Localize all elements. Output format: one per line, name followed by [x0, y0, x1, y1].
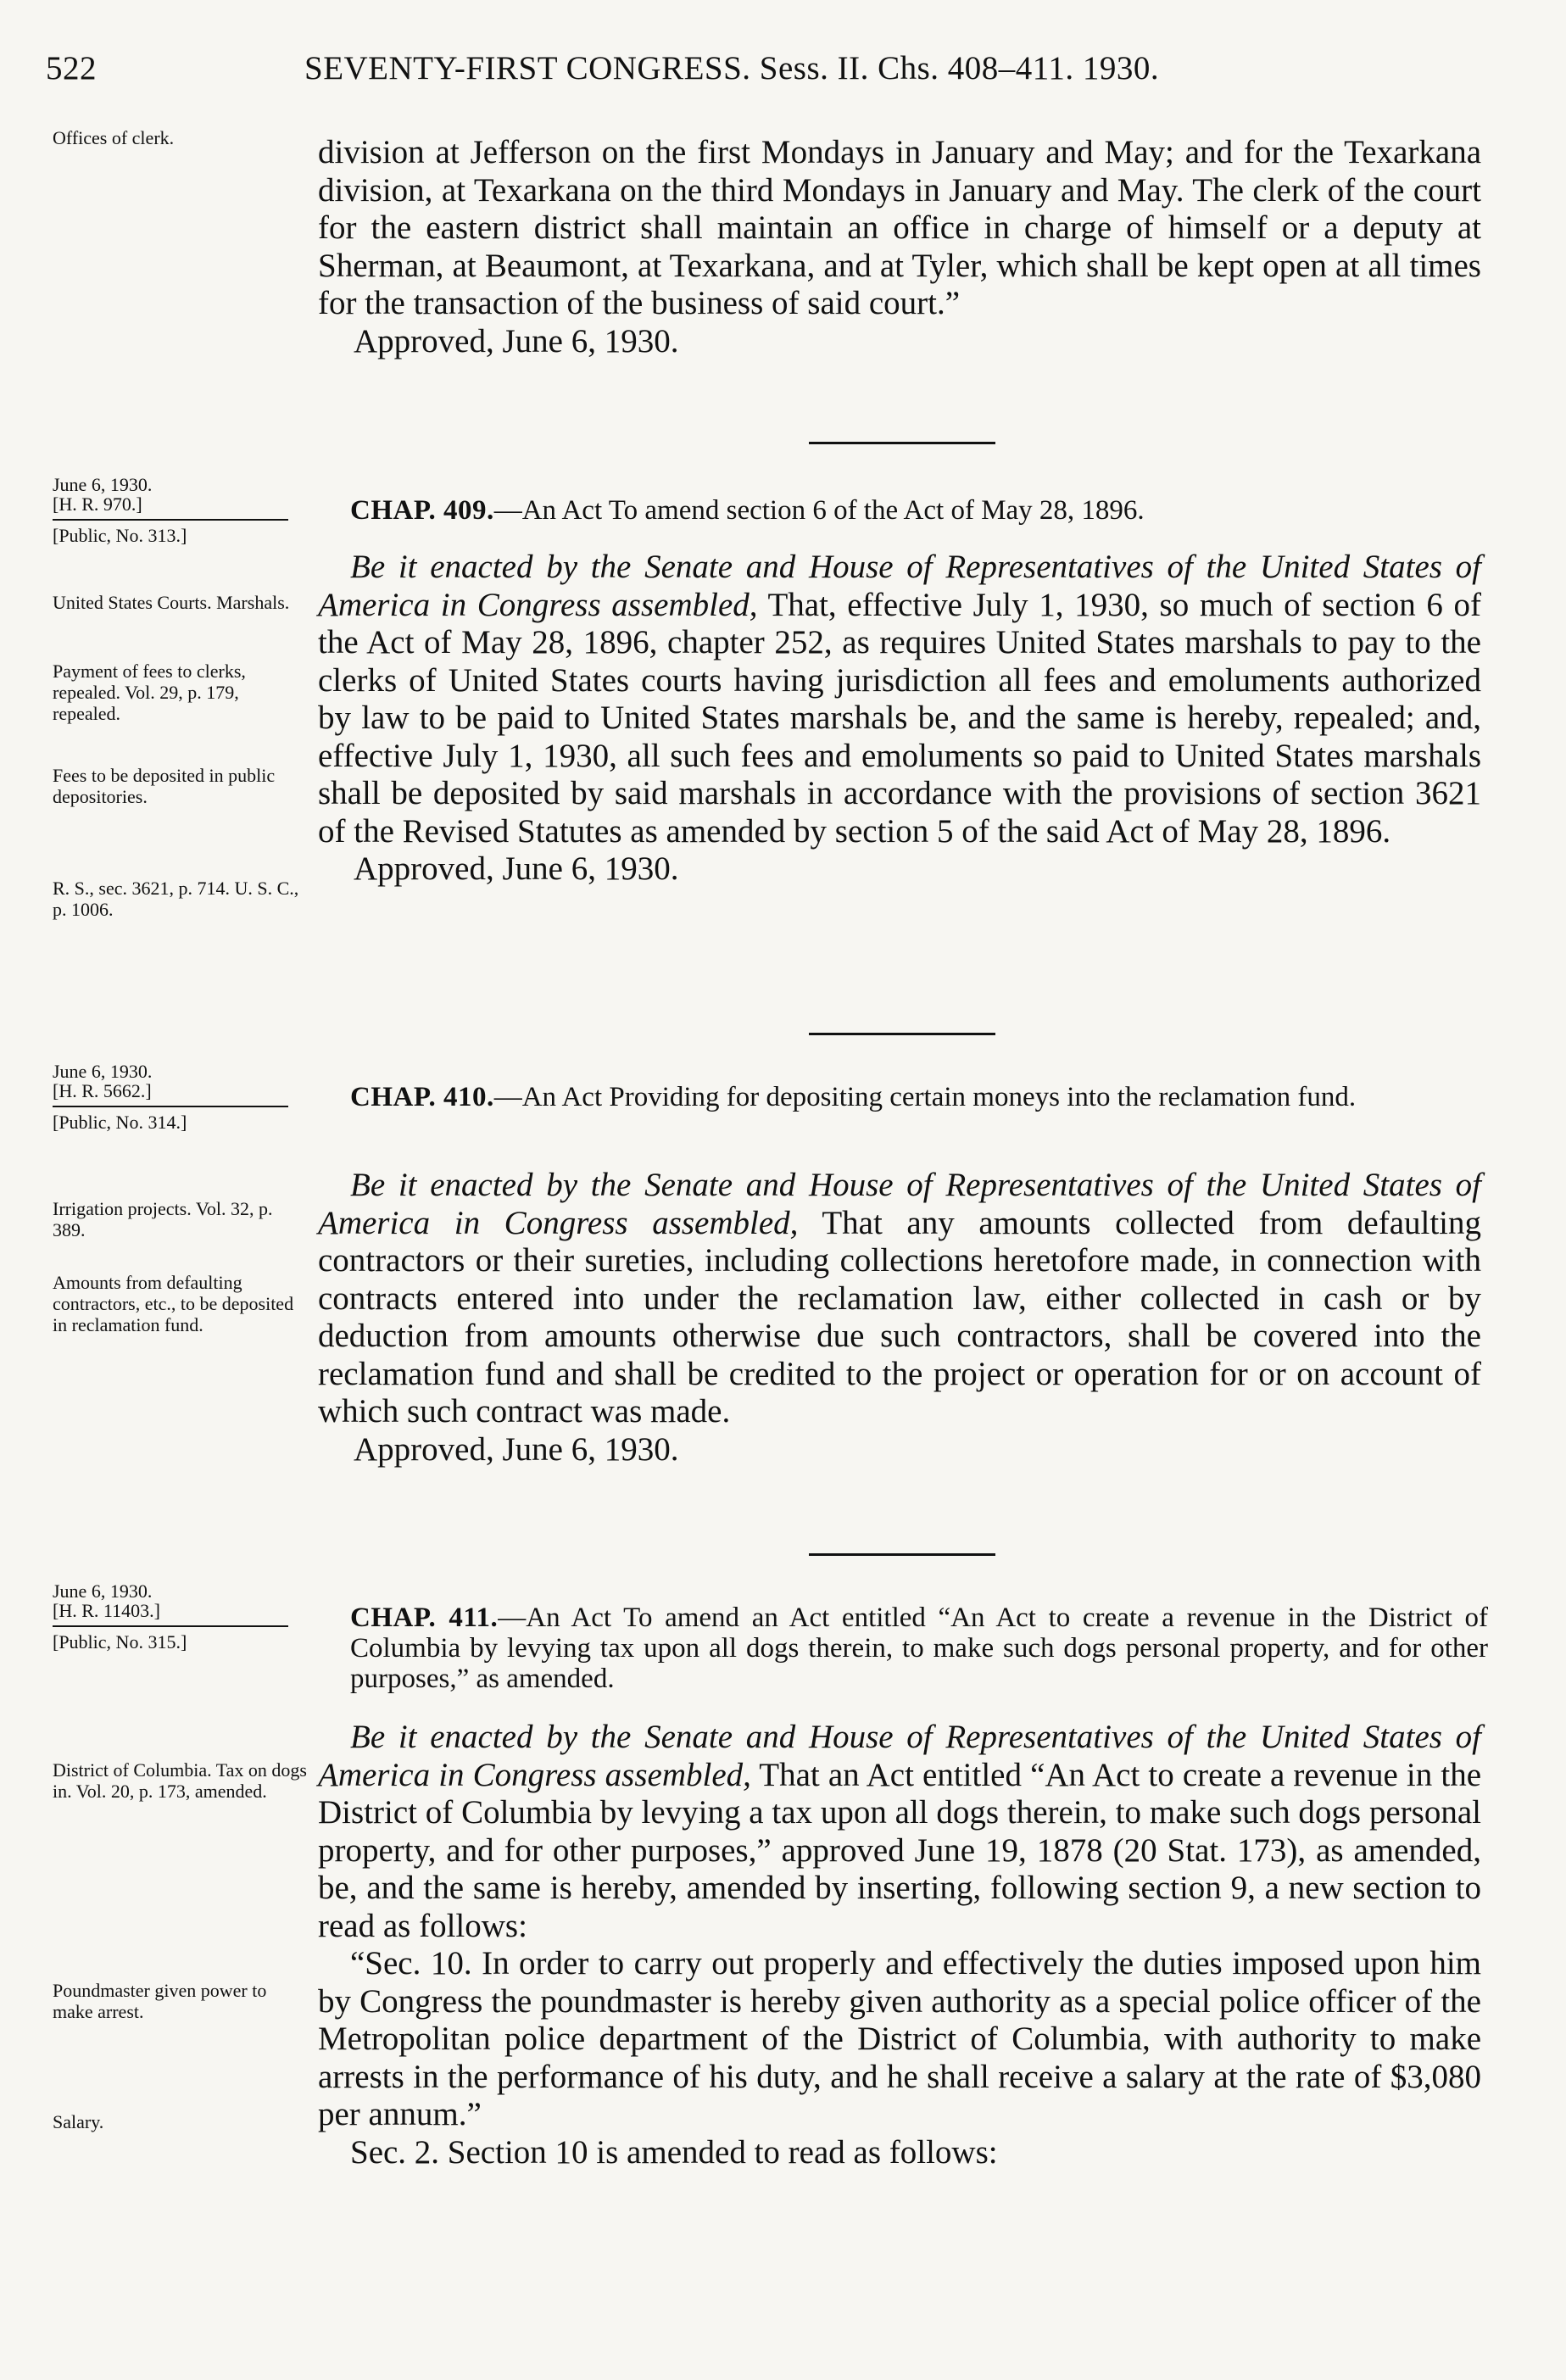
chapter-title-text: —An Act To amend an Act entitled “An Act to create a revenue in the District of Columbia by levying tax upon all dogs therein, to make such dogs personal property, and for other purposes,” as amended.	[350, 1602, 1488, 1694]
section-2-paragraph: Sec. 2. Section 10 is amended to read as follows:	[350, 2133, 998, 2171]
enacting-clause: Be it enacted by the Senate and House of Representatives of the United States of America in Congress assembled,	[318, 549, 1481, 623]
enacting-clause: Be it enacted by the Senate and House of Representatives of the United States of America in Congress assembled,	[318, 1167, 1481, 1241]
margin-note-defaulting-contractors: Amounts from defaulting contractors, etc., to be deposited in reclamation fund.	[53, 1272, 294, 1335]
margin-note-poundmaster: Poundmaster given power to make arrest.	[53, 1980, 267, 2022]
margin-rule	[53, 1625, 288, 1627]
enacting-clause: Be it enacted by the Senate and House of Representatives of the United States of America in Congress assembled,	[318, 1719, 1481, 1793]
chapter-title-text: —An Act To amend section 6 of the Act of May 28, 1896.	[493, 495, 1145, 526]
margin-note-irrigation-projects: Irrigation projects. Vol. 32, p. 389.	[53, 1198, 273, 1240]
chapter-410-body	[318, 1167, 1481, 1469]
margin-note-offices-of-clerk: Offices of clerk.	[53, 127, 175, 148]
chapter-411-margin-reference: June 6, 1930. [H. R. 11403.] [Public, No. 315.]	[53, 1581, 288, 1652]
chapter-409-title	[350, 495, 1488, 526]
section-rule-1	[809, 442, 995, 444]
top-continuation-body	[318, 134, 1481, 360]
chapter-label: CHAP. 410.	[350, 1082, 494, 1112]
margin-note-united-states-courts: United States Courts. Marshals.	[53, 592, 290, 613]
margin-note-district-of-columbia: District of Columbia. Tax on dogs in. Vol. 20, p. 173, amended.	[53, 1759, 307, 1802]
chapter-410-margin-reference: June 6, 1930. [H. R. 5662.] [Public, No. 314.]	[53, 1062, 288, 1132]
approved-line: Approved, June 6, 1930.	[354, 322, 679, 360]
running-title: SEVENTY-FIRST CONGRESS. Sess. II. Chs. 408–411. 1930.	[304, 50, 1160, 86]
chapter-409-paragraph	[318, 549, 1481, 850]
chapter-411-paragraph	[318, 1719, 1481, 1945]
chapter-410-title	[350, 1082, 1488, 1112]
margin-rule	[53, 1106, 288, 1107]
chapter-label: CHAP. 411.	[350, 1602, 499, 1633]
approved-line: Approved, June 6, 1930.	[354, 1430, 679, 1468]
section-rule-3	[809, 1553, 995, 1556]
body-text: That any amounts collected from defaulting contractors or their sureties, including collections heretofore made, in connection with contracts entered into under the reclamation law, either collected in cash or by deduction from amounts otherwise due such contractors, shall be covered into the reclamation fund and shall be credited to the project or operation for or on account of which such contract was made.	[318, 1204, 1482, 1430]
body-text: That an Act entitled “An Act to create a revenue in the District of Columbia by levying a tax upon all dogs therein, to make such dogs personal property, and for other purposes,” approved June 19, 1878 (20 Stat. 173), as amended, be, and the same is hereby, amended by inserting, following section 9, a new section to read as follows:	[318, 1756, 1482, 1944]
margin-note-payment-of-fees: Payment of fees to clerks, repealed. Vol. 29, p. 179, repealed.	[53, 660, 246, 724]
margin-note-salary: Salary.	[53, 2111, 104, 2132]
chapter-title-text: —An Act Providing for depositing certain moneys into the reclamation fund.	[493, 1082, 1357, 1112]
margin-note-fees-deposited: Fees to be deposited in public depositories.	[53, 765, 276, 807]
page-header	[46, 49, 1492, 97]
continuation-paragraph: division at Jefferson on the first Mondays in January and May; and for the Texarkana division, at Texarkana on the third Mondays in January and May. The clerk of the court for the eastern district shall maintain an office in charge of himself or a deputy at Sherman, at Beaumont, at Texarkana, and at Tyler, which shall be kept open at all times for the transaction of the business of said court.”	[318, 134, 1481, 321]
section-rule-2	[809, 1033, 995, 1035]
section-10-paragraph: “Sec. 10. In order to carry out properly and effectively the duties imposed upon him by Congress the poundmaster is hereby given authority as a special police officer of the Metropolitan police department of the District of Columbia, with authority to make arrests in the performance of his duty, and he shall receive a salary at the rate of $3,080 per annum.”	[318, 1945, 1481, 2132]
margin-rule	[53, 519, 288, 521]
chapter-411-title	[350, 1602, 1488, 1694]
page-number: 522	[46, 50, 97, 86]
chapter-409-body	[318, 549, 1481, 889]
chapter-410-paragraph	[318, 1167, 1481, 1431]
chapter-411-body	[318, 1719, 1481, 2171]
chapter-label: CHAP. 409.	[350, 495, 494, 526]
margin-note-revised-statutes: R. S., sec. 3621, p. 714. U. S. C., p. 1006.	[53, 878, 299, 920]
chapter-409-margin-reference: June 6, 1930. [H. R. 970.] [Public, No. 313.]	[53, 475, 288, 545]
approved-line: Approved, June 6, 1930.	[354, 850, 679, 887]
body-text: That, effective July 1, 1930, so much of section 6 of the Act of May 28, 1896, chapter 252, as requires United States marshals to pay to the clerks of United States courts having jurisdiction all fees and emoluments authorized by law to be paid to United States marshals be, and the same is hereby, repealed; and, effective July 1, 1930, all such fees and emoluments so paid to United States marshals shall be deposited by said marshals in accordance with the provisions of section 3621 of the Revised Statutes as amended by section 5 of the said Act of May 28, 1896.	[318, 586, 1481, 850]
